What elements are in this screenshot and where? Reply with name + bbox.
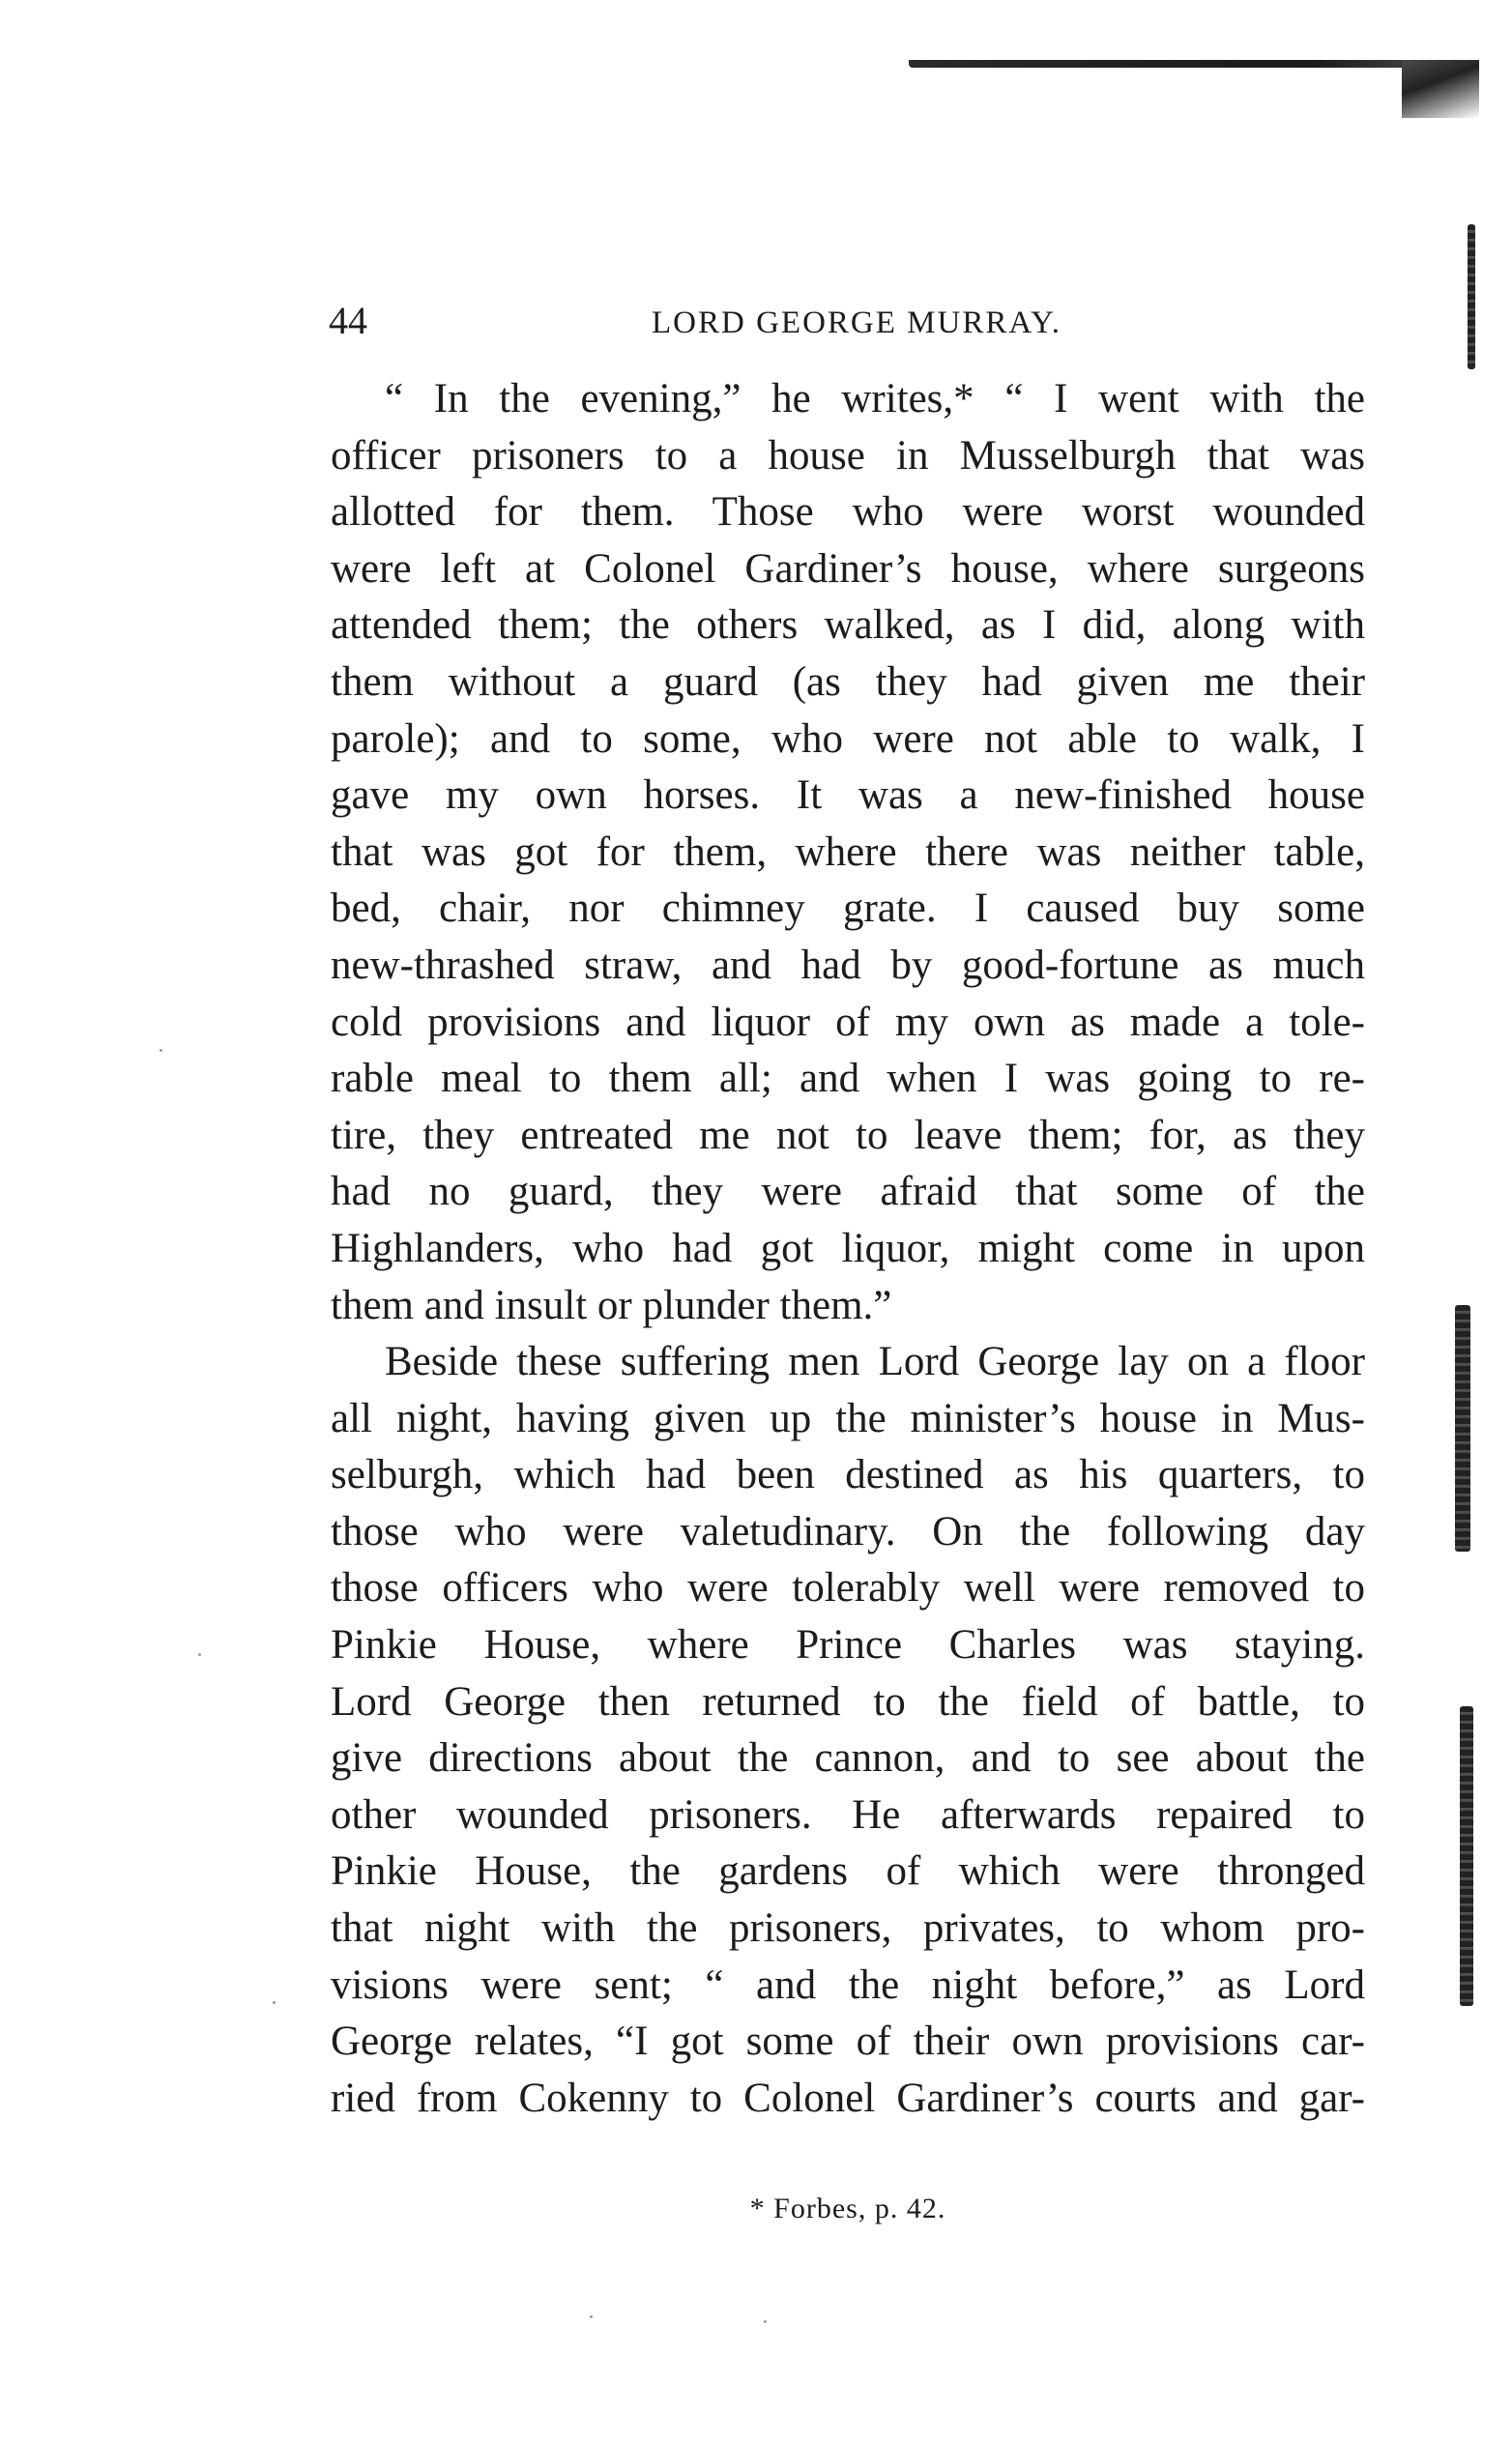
scan-artifact-edge (1455, 1305, 1470, 1552)
scan-speck (764, 2320, 767, 2323)
text-line: all night, having given up the minister’s house in Mus- (331, 1395, 1365, 1441)
scan-artifact-edge (1468, 224, 1475, 369)
text-line: bed, chair, nor chimney grate. I caused buy some (331, 886, 1365, 932)
body-text (331, 371, 1365, 2127)
text-line: Highlanders, who had got liquor, might come in upon (331, 1225, 1365, 1271)
scan-speck (198, 1653, 201, 1656)
footnote: * Forbes, p. 42. (749, 2193, 946, 2224)
text-line: “ In the evening,” he writes,* “ I went with the (385, 376, 1365, 421)
text-line: give directions about the cannon, and to see about the (331, 1735, 1365, 1782)
running-head: LORD GEORGE MURRAY. (652, 305, 1061, 340)
text-line: those who were valetudinary. On the following day (331, 1508, 1365, 1555)
text-line: that night with the prisoners, privates, to whom pro- (331, 1905, 1365, 1952)
text-line: those officers who were tolerably well were removed to (331, 1565, 1365, 1612)
paragraph-narrative (331, 1334, 1365, 2127)
text-line: gave my own horses. It was a new-finished house (331, 772, 1365, 819)
text-line: them without a guard (as they had given me their (331, 658, 1365, 705)
scan-speck (273, 2001, 276, 2004)
text-line: visions were sent; “ and the night before,” as Lord (331, 1962, 1365, 2008)
text-line: officer prisoners to a house in Musselburgh that was (331, 432, 1365, 479)
text-line: selburgh, which had been destined as his quarters, to (331, 1452, 1365, 1498)
text-line: George relates, “I got some of their own provisions car- (331, 2019, 1365, 2065)
text-line: that was got for them, where there was neither table, (331, 828, 1365, 875)
text-line: other wounded prisoners. He afterwards repaired to (331, 1791, 1365, 1838)
text-line: Beside these suffering men Lord George lay on a floor (385, 1339, 1365, 1385)
text-line: were left at Colonel Gardiner’s house, where surgeons (331, 545, 1365, 592)
page-number: 44 (329, 299, 367, 342)
text-line: Pinkie House, where Prince Charles was staying. (331, 1622, 1365, 1669)
text-line: rable meal to them all; and when I was going to re- (331, 1056, 1365, 1102)
text-line: ried from Cokenny to Colonel Gardiner’s courts and gar- (331, 2075, 1365, 2121)
text-line: them and insult or plunder them.” (331, 1282, 892, 1328)
text-line: attended them; the others walked, as I did, along with (331, 602, 1365, 649)
text-line: Lord George then returned to the field of battle, to (331, 1678, 1365, 1725)
text-line: parole); and to some, who were not able to walk, I (331, 715, 1365, 762)
text-line: new-thrashed straw, and had by good-fortune as much (331, 942, 1365, 988)
scan-speck (160, 1049, 162, 1052)
scan-speck (590, 2315, 593, 2318)
text-line: had no guard, they were afraid that some of the (331, 1169, 1365, 1215)
page-header (329, 292, 1365, 350)
text-line: cold provisions and liquor of my own as made a tole- (331, 999, 1365, 1045)
text-line: allotted for them. Those who were worst wounded (331, 489, 1365, 536)
scan-artifact-edge (1460, 1706, 1473, 2006)
text-line: Pinkie House, the gardens of which were thronged (331, 1848, 1365, 1895)
scan-artifact-top (909, 60, 1479, 68)
paragraph-quotation (331, 371, 1365, 1334)
text-line: tire, they entreated me not to leave them; for, as they (331, 1112, 1365, 1158)
